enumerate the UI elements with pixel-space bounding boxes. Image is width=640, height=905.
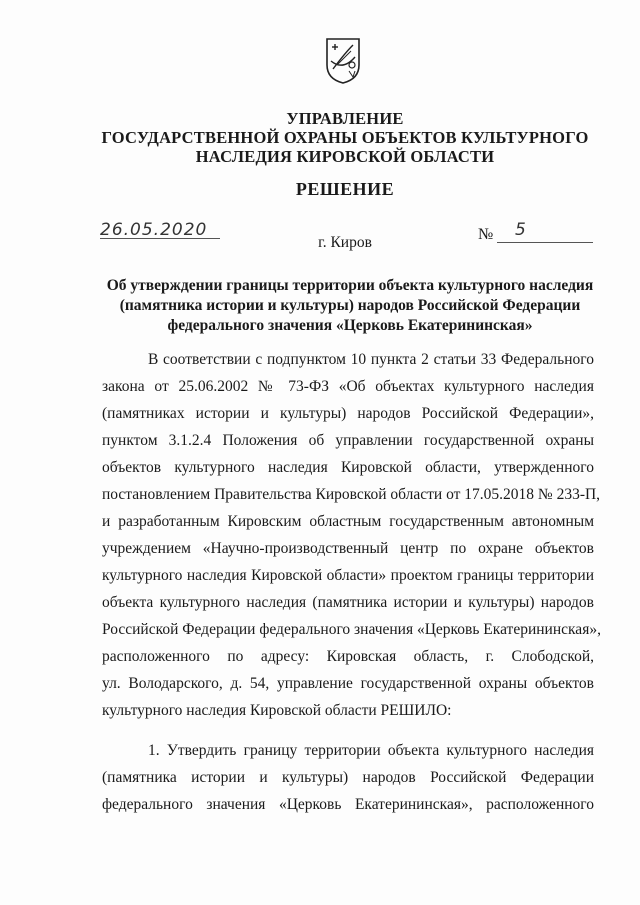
title-line-2: (памятника истории и культуры) народов Российской Федерации: [119, 297, 581, 314]
header-line-3: НАСЛЕДИЯ КИРОВСКОЙ ОБЛАСТИ: [195, 147, 495, 166]
paragraph-line: (памятниках истории и культуры) народов Российской Федерации»,: [102, 405, 594, 422]
city: г. Киров: [318, 234, 372, 251]
paragraph-line: (памятника истории и культуры) народов Российской Федерации: [102, 769, 594, 786]
header-line-1: УПРАВЛЕНИЕ: [286, 109, 404, 128]
document-title: [100, 276, 600, 336]
paragraph-line: 1. Утвердить границу территории объекта культурного наследия: [148, 742, 594, 759]
paragraph-line: ул. Володарского, д. 54, управление государственной охраны объектов: [102, 675, 594, 692]
paragraph-line: объектов культурного наследия Кировской области, утвержденного: [102, 459, 594, 476]
title-line-3: федерального значения «Церковь Екатерининская»: [167, 317, 533, 334]
paragraph-preamble: [102, 346, 601, 724]
paragraph-line: В соответствии с подпунктом 10 пункта 2 статьи 33 Федерального: [148, 351, 594, 368]
paragraph-line: расположенного по адресу: Кировская область, г. Слободской,: [102, 648, 594, 665]
paragraph-line: учреждением «Научно-производственный центр по охране объектов: [102, 540, 594, 557]
document-number: 5: [515, 220, 526, 240]
paragraph-line: культурного наследия Кировской области РЕШИЛО:: [102, 702, 452, 719]
header-line-2: ГОСУДАРСТВЕННОЙ ОХРАНЫ ОБЪЕКТОВ КУЛЬТУРНОГО: [101, 128, 589, 147]
paragraph-line: закона от 25.06.2002 № 73-ФЗ «Об объектах культурного наследия: [102, 378, 594, 395]
coat-of-arms-icon: [323, 35, 363, 85]
title-line-1: Об утверждении границы территории объекта культурного наследия: [106, 277, 594, 294]
paragraph-line: постановлением Правительства Кировской области от 17.05.2018 № 233-П,: [102, 486, 601, 503]
paragraph-item-1: [102, 737, 594, 818]
paragraph-line: культурного наследия Кировской области» проектом границы территории: [102, 567, 594, 584]
document-type: РЕШЕНИЕ: [295, 179, 395, 199]
paragraph-line: Российской Федерации федерального значения «Церковь Екатерининская»,: [102, 621, 601, 638]
number-label: №: [478, 226, 494, 243]
paragraph-line: объекта культурного наследия (памятника истории и культуры) народов: [102, 594, 594, 611]
document-date: 26.05.2020: [100, 222, 220, 239]
paragraph-line: пунктом 3.1.2.4 Положения об управлении государственной охраны: [102, 432, 594, 449]
paragraph-line: и разработанным Кировским областным государственным автономным: [102, 513, 594, 530]
paragraph-line: федерального значения «Церковь Екатерининская», расположенного: [102, 796, 594, 813]
